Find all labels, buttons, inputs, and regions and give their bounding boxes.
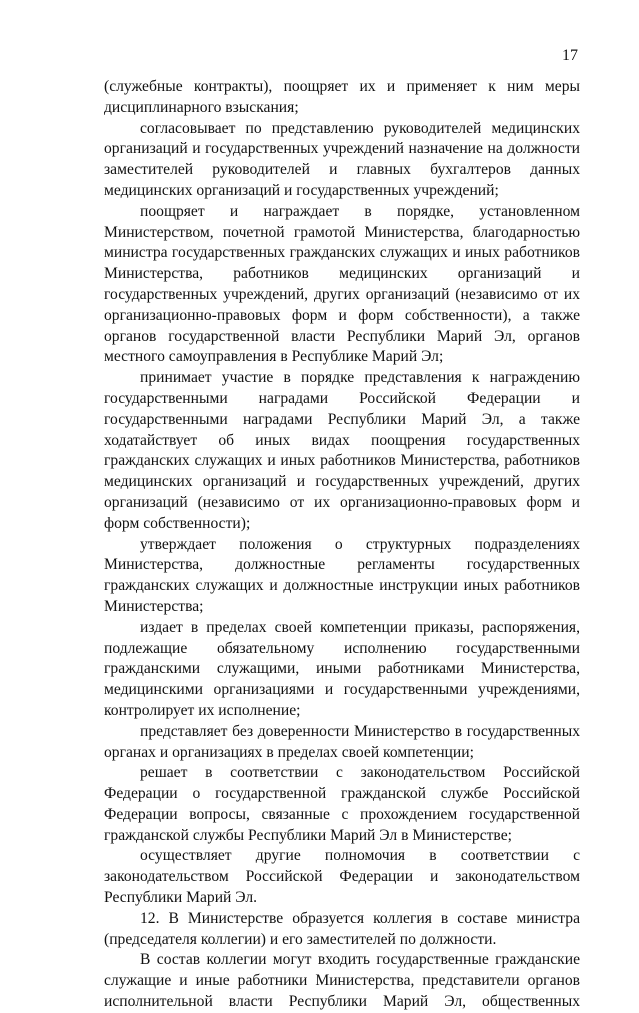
page-number: 17 (562, 47, 578, 64)
paragraph-rewards: поощряет и награждает в порядке, установленном Министерством, почетной грамотой Министерства, благодарностью министра государственных гражданских служащих и иных работников Министерства, работников медицинских организаций и государственных учреждений, других организаций (независимо от их организационно-правовых форм и форм собственности), а также органов государственной власти Республики Марий Эл, органов местного самоуправления в Республике Марий Эл; (104, 202, 580, 366)
paragraph-continuation: (служебные контракты), поощряет их и применяет к ним меры дисциплинарного взыскания; (104, 78, 580, 116)
paragraph-section-12: 12. В Министерстве образуется коллегия в составе министра (председателя коллегии) и его заместителей по должности. (104, 909, 580, 948)
paragraph-other-powers: осуществляет другие полномочия в соответствии с законодательством Российской Федерации и законодательством Республики Марий Эл. (104, 847, 580, 907)
paragraph-state-awards: принимает участие в порядке представления к награждению государственными наградами Российской Федерации и государственными наградами Республики Марий Эл, а также ходатайствует об иных видах поощрения государственных гражданских служащих и иных работников Министерства, работников медицинских организаций и государственных учреждений, других организаций (независимо от их организационно-правовых форм и форм собственности); (104, 369, 580, 532)
body-text (104, 77, 580, 1013)
paragraph-issues-orders: издает в пределах своей компетенции приказы, распоряжения, подлежащие обязательному исполнению государственными гражданскими служащими, иными работниками Министерства, медицинскими организациями и государственными учреждениями, контролирует их исполнение; (104, 618, 580, 719)
paragraph-approves-appointments: согласовывает по представлению руководителей медицинских организаций и государственных учреждений назначение на должности заместителей руководителей и главных бухгалтеров данных медицинских организаций и государственных учреждений; (104, 119, 580, 199)
paragraph-civil-service: решает в соответствии с законодательством Российской Федерации о государственной гражданской службе Российской Федерации вопросы, связанные с прохождением государственной гражданской службы Республики Марий Эл в Министерстве; (104, 764, 580, 844)
paragraph-represents-ministry: представляет без доверенности Министерство в государственных органах и организациях в пределах своей компетенции; (104, 722, 580, 761)
paragraph-board-composition: В состав коллегии могут входить государственные гражданские служащие и иные работники Министерства, представители органов исполнительной власти Республики Марий Эл, общественных (104, 951, 580, 1011)
paragraph-approves-regulations: утверждает положения о структурных подразделениях Министерства, должностные регламенты государственных гражданских служащих и должностные инструкции иных работников Министерства; (104, 535, 580, 615)
